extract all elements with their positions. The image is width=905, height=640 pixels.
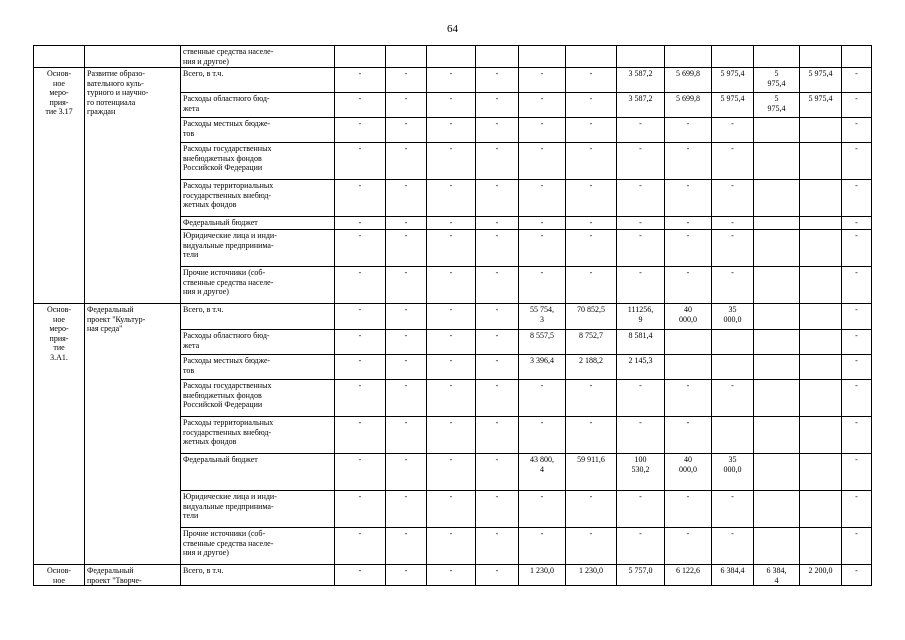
value-cell: - (566, 180, 617, 217)
value-cell: - (386, 417, 427, 454)
value-cell: - (335, 267, 386, 304)
value-cell: - (386, 143, 427, 180)
value-cell: - (665, 230, 712, 267)
value-cell: - (427, 528, 476, 565)
value-cell: - (842, 68, 872, 93)
value-cell: 3 396,4 (519, 355, 566, 380)
value-cell: - (427, 454, 476, 491)
value-cell: - (335, 454, 386, 491)
value-cell: - (566, 143, 617, 180)
value-cell: - (566, 118, 617, 143)
value-cell: - (842, 565, 872, 586)
value-cell (754, 230, 800, 267)
value-cell: - (842, 230, 872, 267)
value-cell: 5 975,4 (712, 68, 754, 93)
value-cell: - (712, 491, 754, 528)
funding-source-cell: Расходы государственных внебюджетных фондов Российской Федерации (181, 143, 335, 180)
value-cell (842, 46, 872, 68)
value-cell: - (842, 304, 872, 330)
value-cell: - (617, 118, 665, 143)
value-cell: - (335, 528, 386, 565)
value-cell: - (427, 143, 476, 180)
value-cell: - (427, 330, 476, 355)
funding-source-cell: Расходы государственных внебюджетных фондов Российской Федерации (181, 380, 335, 417)
value-cell: - (519, 118, 566, 143)
value-cell: - (842, 355, 872, 380)
value-cell: 59 911,6 (566, 454, 617, 491)
value-cell: - (566, 491, 617, 528)
value-cell: 5 699,8 (665, 93, 712, 118)
value-cell: - (617, 143, 665, 180)
value-cell (800, 180, 842, 217)
value-cell (800, 267, 842, 304)
funding-source-cell: Федеральный бюджет (181, 454, 335, 491)
value-cell: - (476, 230, 519, 267)
value-cell: - (476, 180, 519, 217)
value-cell (754, 380, 800, 417)
value-cell: - (842, 143, 872, 180)
value-cell: - (476, 143, 519, 180)
value-cell: 6 384, 4 (754, 565, 800, 586)
value-cell: - (427, 68, 476, 93)
value-cell: - (335, 417, 386, 454)
value-cell: - (665, 380, 712, 417)
value-cell: - (427, 417, 476, 454)
value-cell (800, 355, 842, 380)
value-cell: - (617, 267, 665, 304)
value-cell: - (386, 565, 427, 586)
value-cell: 5 975,4 (712, 93, 754, 118)
table-row (34, 565, 872, 586)
value-cell: - (566, 217, 617, 230)
value-cell (335, 46, 386, 68)
value-cell: - (335, 143, 386, 180)
value-cell (566, 46, 617, 68)
value-cell: - (519, 230, 566, 267)
table-row (34, 46, 872, 68)
value-cell (800, 304, 842, 330)
value-cell: 43 800, 4 (519, 454, 566, 491)
value-cell: - (519, 417, 566, 454)
value-cell: - (842, 380, 872, 417)
value-cell: 5 975,4 (800, 68, 842, 93)
value-cell (800, 46, 842, 68)
value-cell: - (842, 267, 872, 304)
value-cell (754, 118, 800, 143)
value-cell: 70 852,5 (566, 304, 617, 330)
value-cell: 8 557,5 (519, 330, 566, 355)
value-cell: - (335, 380, 386, 417)
value-cell: - (427, 355, 476, 380)
value-cell: - (476, 380, 519, 417)
value-cell: - (842, 330, 872, 355)
value-cell: 40 000,0 (665, 304, 712, 330)
value-cell: 2 188,2 (566, 355, 617, 380)
event-cell: Основ- ное меро- прия- тие 3.17 (34, 68, 85, 304)
value-cell (754, 143, 800, 180)
value-cell (754, 417, 800, 454)
value-cell: - (519, 528, 566, 565)
value-cell (712, 417, 754, 454)
value-cell: - (519, 380, 566, 417)
value-cell: - (842, 180, 872, 217)
value-cell: 5 975,4 (800, 93, 842, 118)
value-cell: - (712, 180, 754, 217)
value-cell: - (386, 267, 427, 304)
value-cell: - (335, 118, 386, 143)
funding-source-cell: Расходы территориальных государственных внебюд- жетных фондов (181, 417, 335, 454)
value-cell: - (665, 491, 712, 528)
value-cell: - (519, 217, 566, 230)
value-cell: - (842, 217, 872, 230)
value-cell (665, 46, 712, 68)
table-row (34, 68, 872, 93)
value-cell (754, 267, 800, 304)
funding-source-cell: Расходы местных бюдже- тов (181, 355, 335, 380)
value-cell: - (427, 217, 476, 230)
funding-source-cell: ственные средства населе- ния и другое) (181, 46, 335, 68)
value-cell: - (427, 230, 476, 267)
value-cell: - (566, 93, 617, 118)
value-cell: - (519, 93, 566, 118)
value-cell (800, 380, 842, 417)
value-cell: - (386, 491, 427, 528)
value-cell: - (712, 118, 754, 143)
table-row (34, 304, 872, 330)
value-cell (665, 355, 712, 380)
value-cell: - (566, 528, 617, 565)
value-cell: - (519, 143, 566, 180)
value-cell: - (712, 528, 754, 565)
funding-source-cell: Прочие источники (соб- ственные средства населе- ния и другое) (181, 528, 335, 565)
value-cell: 3 587,2 (617, 93, 665, 118)
value-cell: - (386, 454, 427, 491)
value-cell: - (427, 180, 476, 217)
value-cell: - (712, 380, 754, 417)
event-name-cell: Федеральный проект "Культур- ная среда" (85, 304, 181, 565)
value-cell (754, 355, 800, 380)
value-cell (754, 330, 800, 355)
value-cell: - (519, 180, 566, 217)
value-cell: 5 975,4 (754, 93, 800, 118)
value-cell: - (335, 230, 386, 267)
value-cell: - (476, 93, 519, 118)
event-name-cell: Федеральный проект "Творче- (85, 565, 181, 586)
value-cell: - (519, 68, 566, 93)
value-cell: - (427, 267, 476, 304)
value-cell (754, 180, 800, 217)
event-name-cell (85, 46, 181, 68)
value-cell: - (476, 217, 519, 230)
value-cell: - (476, 417, 519, 454)
value-cell: 111256, 9 (617, 304, 665, 330)
value-cell (712, 330, 754, 355)
value-cell (386, 46, 427, 68)
value-cell: 8 752,7 (566, 330, 617, 355)
value-cell: - (712, 230, 754, 267)
value-cell (427, 46, 476, 68)
value-cell: - (476, 118, 519, 143)
value-cell (800, 528, 842, 565)
value-cell: - (427, 304, 476, 330)
value-cell: - (617, 380, 665, 417)
value-cell: - (386, 528, 427, 565)
value-cell: - (335, 217, 386, 230)
value-cell: - (476, 565, 519, 586)
value-cell: - (476, 330, 519, 355)
value-cell: - (427, 118, 476, 143)
value-cell: - (617, 217, 665, 230)
value-cell: - (335, 93, 386, 118)
value-cell (800, 118, 842, 143)
value-cell: - (386, 355, 427, 380)
value-cell: - (712, 217, 754, 230)
value-cell: - (665, 143, 712, 180)
value-cell: 6 384,4 (712, 565, 754, 586)
value-cell: - (665, 267, 712, 304)
value-cell: - (335, 304, 386, 330)
value-cell (754, 304, 800, 330)
funding-source-cell: Федеральный бюджет (181, 217, 335, 230)
funding-source-cell: Юридические лица и инди- видуальные предпринима- тели (181, 491, 335, 528)
funding-source-cell: Расходы местных бюдже- тов (181, 118, 335, 143)
value-cell: - (476, 454, 519, 491)
value-cell (800, 330, 842, 355)
value-cell: - (476, 355, 519, 380)
value-cell: - (476, 68, 519, 93)
value-cell: - (712, 143, 754, 180)
value-cell (800, 454, 842, 491)
value-cell (800, 417, 842, 454)
value-cell (800, 217, 842, 230)
value-cell (712, 46, 754, 68)
value-cell: 40 000,0 (665, 454, 712, 491)
value-cell: - (427, 93, 476, 118)
value-cell: - (386, 217, 427, 230)
value-cell (754, 491, 800, 528)
value-cell: - (842, 454, 872, 491)
value-cell: - (335, 68, 386, 93)
value-cell: - (386, 304, 427, 330)
value-cell: 5 975,4 (754, 68, 800, 93)
value-cell: - (566, 68, 617, 93)
value-cell: - (335, 330, 386, 355)
value-cell: - (427, 565, 476, 586)
value-cell: - (665, 180, 712, 217)
value-cell (754, 528, 800, 565)
value-cell: - (519, 491, 566, 528)
value-cell: 1 230,0 (519, 565, 566, 586)
value-cell: - (665, 118, 712, 143)
value-cell: 55 754, 3 (519, 304, 566, 330)
value-cell: 100 530,2 (617, 454, 665, 491)
value-cell (754, 217, 800, 230)
event-cell: Основ- ное (34, 565, 85, 586)
value-cell: - (665, 528, 712, 565)
event-cell (34, 46, 85, 68)
value-cell (800, 143, 842, 180)
value-cell: - (617, 230, 665, 267)
value-cell: - (476, 528, 519, 565)
value-cell: - (712, 267, 754, 304)
value-cell: - (386, 230, 427, 267)
value-cell (617, 46, 665, 68)
value-cell: - (386, 380, 427, 417)
budget-table (33, 45, 872, 586)
value-cell: - (335, 355, 386, 380)
value-cell (800, 491, 842, 528)
value-cell: 8 581,4 (617, 330, 665, 355)
value-cell: - (566, 417, 617, 454)
value-cell: - (842, 528, 872, 565)
value-cell: - (386, 330, 427, 355)
value-cell: - (519, 267, 566, 304)
value-cell: 5 699,8 (665, 68, 712, 93)
value-cell: 2 145,3 (617, 355, 665, 380)
value-cell: 1 230,0 (566, 565, 617, 586)
value-cell: - (427, 380, 476, 417)
value-cell: - (386, 93, 427, 118)
event-cell: Основ- ное меро- прия- тие 3.А1. (34, 304, 85, 565)
value-cell: - (476, 491, 519, 528)
funding-source-cell: Расходы областного бюд- жета (181, 330, 335, 355)
value-cell: 35 000,0 (712, 304, 754, 330)
funding-source-cell: Всего, в т.ч. (181, 304, 335, 330)
value-cell: - (617, 180, 665, 217)
value-cell: 6 122,6 (665, 565, 712, 586)
value-cell: - (335, 565, 386, 586)
value-cell: 5 757,0 (617, 565, 665, 586)
value-cell: - (842, 118, 872, 143)
funding-source-cell: Расходы областного бюд- жета (181, 93, 335, 118)
value-cell: - (335, 491, 386, 528)
value-cell: - (566, 230, 617, 267)
value-cell: - (427, 491, 476, 528)
value-cell: - (842, 491, 872, 528)
funding-source-cell: Всего, в т.ч. (181, 68, 335, 93)
value-cell: - (566, 267, 617, 304)
value-cell: - (476, 304, 519, 330)
value-cell: - (386, 180, 427, 217)
value-cell: - (665, 217, 712, 230)
value-cell: - (386, 118, 427, 143)
funding-source-cell: Юридические лица и инди- видуальные предпринима- тели (181, 230, 335, 267)
value-cell (754, 46, 800, 68)
value-cell (519, 46, 566, 68)
value-cell (665, 330, 712, 355)
value-cell: - (617, 528, 665, 565)
event-name-cell: Развитие образо- вательного куль- турного и научно- го потенциала граждан (85, 68, 181, 304)
value-cell: - (842, 417, 872, 454)
value-cell: - (617, 417, 665, 454)
funding-source-cell: Прочие источники (соб- ственные средства населе- ния и другое) (181, 267, 335, 304)
value-cell (476, 46, 519, 68)
value-cell: - (335, 180, 386, 217)
value-cell: 35 000,0 (712, 454, 754, 491)
value-cell: 2 200,0 (800, 565, 842, 586)
value-cell: - (842, 93, 872, 118)
value-cell: - (665, 417, 712, 454)
value-cell (754, 454, 800, 491)
value-cell: 3 587,2 (617, 68, 665, 93)
value-cell: - (617, 491, 665, 528)
value-cell (712, 355, 754, 380)
funding-source-cell: Расходы территориальных государственных внебюд- жетных фондов (181, 180, 335, 217)
page-number: 64 (447, 23, 458, 35)
value-cell: - (566, 380, 617, 417)
funding-source-cell: Всего, в т.ч. (181, 565, 335, 586)
value-cell (800, 230, 842, 267)
value-cell: - (386, 68, 427, 93)
value-cell: - (476, 267, 519, 304)
